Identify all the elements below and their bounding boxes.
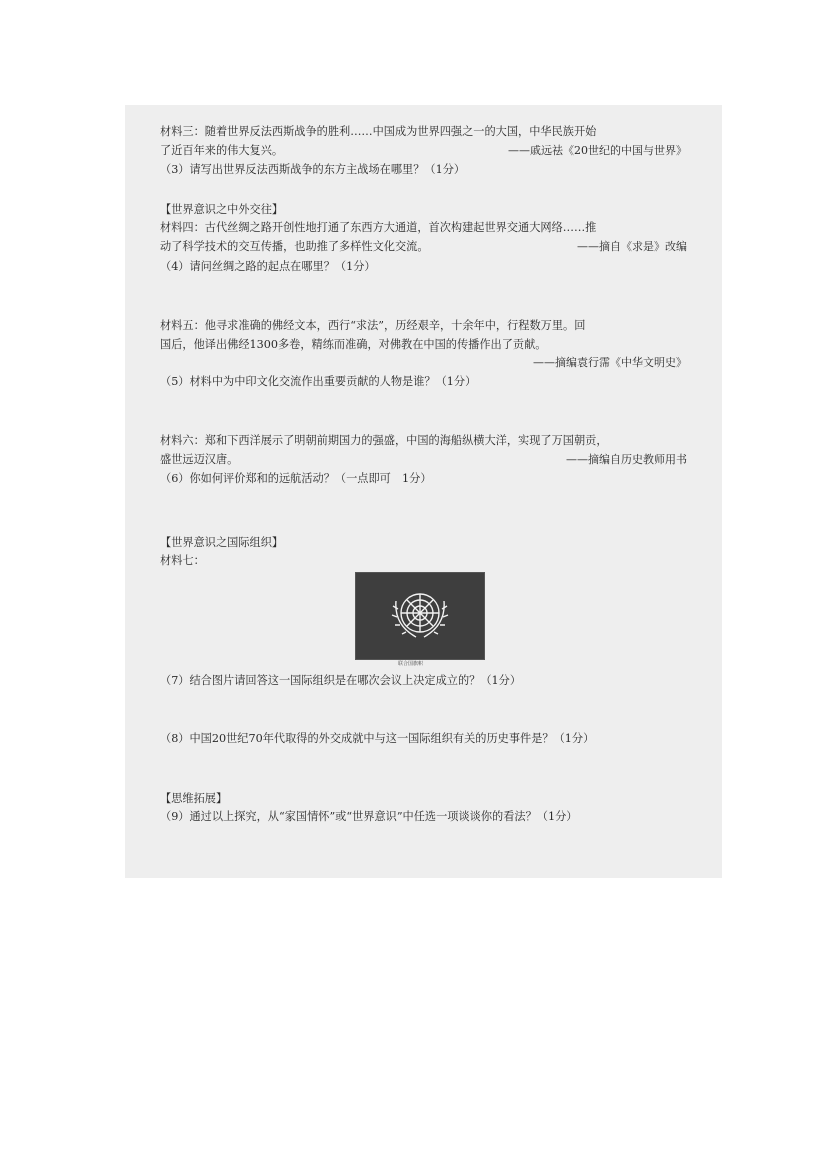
material-6-source: ——摘编自历史教师用书 — [566, 453, 687, 466]
question-9: （9）通过以上探究，从“家国情怀”或“世界意识”中任选一项谈谈你的看法？（1分） — [160, 810, 578, 823]
un-flag-image — [355, 572, 485, 660]
material-4-line-1: 材料四：古代丝绸之路开创性地打通了东西方大通道，首次构建起世界交通大网络……推 — [160, 221, 597, 234]
question-8: （8）中国20世纪70年代取得的外交成就中与这一国际组织有关的历史事件是？（1分） — [160, 732, 595, 745]
material-7-label: 材料七： — [160, 554, 205, 567]
material-5-source: ——摘编袁行霈《中华文明史》 — [533, 356, 687, 369]
material-6-line-1: 材料六：郑和下西洋展示了明朝前期国力的强盛，中国的海船纵横大洋，实现了万国朝贡， — [160, 434, 608, 447]
material-4-source: ——摘自《求是》改编 — [577, 240, 687, 253]
flag-caption: 联合国旗帜 — [398, 661, 424, 667]
question-4: （4）请问丝绸之路的起点在哪里？（1分） — [160, 260, 376, 273]
question-5: （5）材料中为中印文化交流作出重要贡献的人物是谁？（1分） — [160, 375, 477, 388]
section-heading-thinking: 【思维拓展】 — [160, 792, 228, 805]
material-3-source: ——戚远祛《20世纪的中国与世界》 — [508, 144, 687, 157]
material-5-line-2: 国后，他译出佛经1300多卷，精练而准确，对佛教在中国的传播作出了贡献。 — [160, 338, 547, 351]
material-3-line-2: 了近百年来的伟大复兴。 — [160, 144, 284, 157]
material-3-line-1: 材料三：随着世界反法西斯战争的胜利……中国成为世界四强之一的大国，中华民族开始 — [160, 125, 597, 138]
question-6: （6）你如何评价郑和的远航活动？（一点即可 1分） — [160, 472, 432, 485]
section-heading-organization: 【世界意识之国际组织】 — [160, 536, 284, 549]
un-emblem-icon — [356, 573, 484, 659]
question-7: （7）结合图片请回答这一国际组织是在哪次会议上决定成立的？（1分） — [160, 674, 522, 687]
material-6-line-2: 盛世远迈汉唐。 — [160, 453, 239, 466]
material-4-line-2: 动了科学技术的交互传播，也助推了多样性文化交流。 — [160, 240, 429, 253]
material-5-line-1: 材料五：他寻求准确的佛经文本，西行“求法”，历经艰辛，十余年中，行程数万里。回 — [160, 319, 586, 332]
section-heading-exchange: 【世界意识之中外交往】 — [160, 203, 284, 216]
question-3: （3）请写出世界反法西斯战争的东方主战场在哪里？（1分） — [160, 163, 466, 176]
